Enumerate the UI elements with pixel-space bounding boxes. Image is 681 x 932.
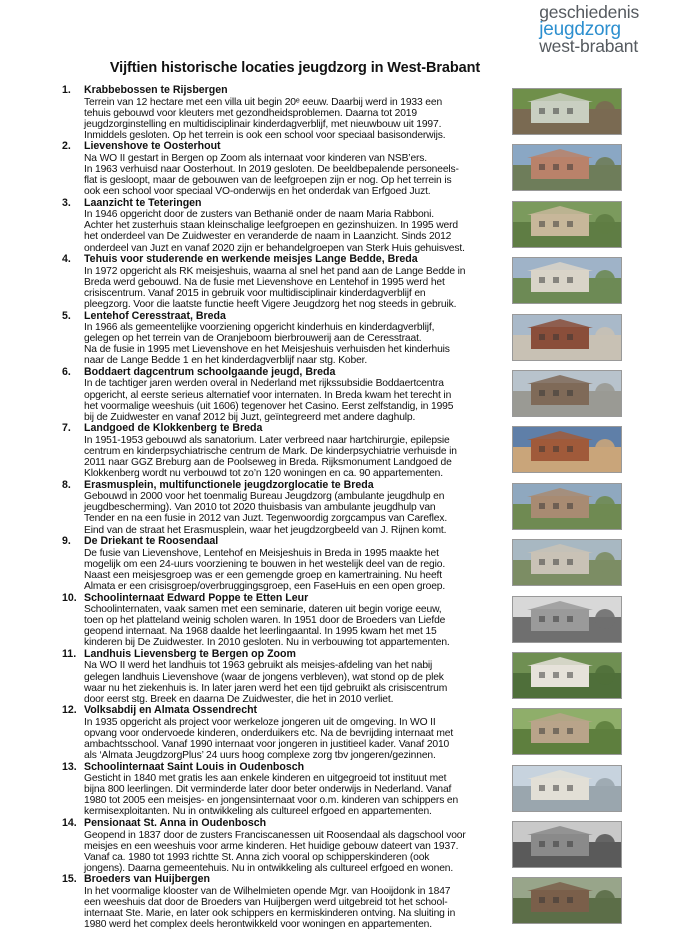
location-entry xyxy=(62,198,502,254)
location-description-line: jeugdzorginstelling en multidisciplinair kinderdagverblijf, met nieuwbouw uit 1997. xyxy=(84,118,442,130)
location-number: 1. xyxy=(62,85,71,96)
location-description-line: onderdeel van Juzt en vanaf 2020 zijn er behandelgroepen van Sterk Huis gehuisvest. xyxy=(84,242,465,254)
location-entry xyxy=(62,254,502,310)
page-title: Vijftien historische locaties jeugdzorg in West-Brabant xyxy=(109,60,481,76)
location-description-line: Klokkenberg wordt nu verbouwd tot zo’n 120 woningen en ca. 90 appartementen. xyxy=(84,468,443,480)
location-heading xyxy=(62,367,502,379)
location-number: 2. xyxy=(62,141,71,153)
location-photo xyxy=(512,201,622,248)
location-description-line: Inmiddels gesloten. Op het terrein is ook een school voor speciaal basisonderwijs. xyxy=(84,129,446,141)
location-entry xyxy=(62,423,502,479)
location-number: 8. xyxy=(62,479,71,491)
location-description-line: Almata er een crisisgroep/overbruggingsgroep, een FaseHuis en een open groep. xyxy=(84,580,446,592)
location-description-line: In 1972 opgericht als RK meisjeshuis, waarna al snel het pand aan de Lange Bedde in xyxy=(84,265,466,277)
location-description-line: Na WO II gestart in Bergen op Zoom als internaat voor kinderen van NSB’ers. xyxy=(84,152,428,164)
location-name: Schoolinternaat Edward Poppe te Etten Leur xyxy=(84,592,309,604)
location-description-line: waar nu het ziekenhuis is. In later jaren werd het een tijd gebruikt als crisiscentrum xyxy=(84,682,448,694)
location-photo xyxy=(512,314,622,361)
location-description-line: tehuis gebouwd voor kleuters met gezondheidsproblemen. Daarna tot 2019 xyxy=(84,107,417,119)
location-entry xyxy=(62,818,502,874)
location-name: Tehuis voor studerende en werkende meisjes Lange Bedde, Breda xyxy=(84,254,418,266)
location-description-line: naar de Lange Bedde 1 en het kinderdagverblijf naar stg. Kober. xyxy=(84,355,368,367)
location-description-line: kinderen bij De Zuidwester. In 2010 gesloten. Nu in verbouwing tot appartementen. xyxy=(84,637,450,649)
location-description-line: jongens). Daarna gemeentehuis. Nu in ontwikkeling als cultureel erfgoed en wonen. xyxy=(84,862,454,874)
location-photo xyxy=(512,483,622,530)
location-name: Pensionaat St. Anna in Oudenbosch xyxy=(84,818,267,830)
location-entry xyxy=(62,480,502,536)
location-photo xyxy=(512,539,622,586)
location-description-line: als ‘Almata JeugdzorgPlus’ 24 uurs hoog complexe zorg tbv jongeren/gezinnen. xyxy=(84,750,436,762)
location-description-line: Geopend in 1837 door de zusters Franciscanessen uit Roosendaal als dagschool voor xyxy=(84,829,466,841)
site-logo xyxy=(539,4,639,55)
location-photo xyxy=(512,370,622,417)
location-description-line: 1980 tot 2005 een meisjes- en jongensinternaat voor o.m. kinderen van schippers en xyxy=(84,795,459,807)
location-entry xyxy=(62,85,502,141)
location-name: Krabbebossen te Rijsbergen xyxy=(84,85,228,96)
location-photo xyxy=(512,877,622,924)
location-description-line: Terrein van 12 hectare met een villa uit begin 20ᵉ eeuw. Daarbij werd in 1933 een xyxy=(84,96,443,108)
location-number: 6. xyxy=(62,366,71,378)
location-description-line: 2011 naar GGZ Breburg aan de Poolseweg in Breda. Rijksmonument Landgoed de xyxy=(84,457,452,469)
location-description-line: geopend internaat. Na 1968 daalde het leerlingaantal. In 1995 kwam het met 15 xyxy=(84,626,437,638)
location-description-line: jeugdbescherming). Van 2010 tot 2020 thuisbasis van ambulante jeugdhulp van xyxy=(84,502,436,514)
location-description-line: opvang voor ondervoede kinderen, onderduikers etc. Na de bevrijding internaat met xyxy=(84,727,454,739)
location-name: Lentehof Ceresstraat, Breda xyxy=(84,310,226,322)
location-entry xyxy=(62,874,502,930)
location-description-line: In het voormalige klooster van de Wilhelmieten opende Mgr. van Hooijdonk in 1847 xyxy=(84,885,451,897)
location-description-line: 1980 werd het complex deels herontwikkeld voor woningen en appartementen. xyxy=(84,919,432,931)
location-number: 12. xyxy=(62,705,77,717)
location-description-line: bij de Zuidwester en vanaf 2012 bij Juzt, geïntegreerd met andere daghulp. xyxy=(84,411,416,423)
location-description-line: door eerst stg. Breek en daarna De Zuidwester, die het in 2010 verliet. xyxy=(84,693,394,705)
location-name: Broeders van Huijbergen xyxy=(84,874,210,886)
location-heading xyxy=(62,649,502,661)
location-description-line: Eind van de straat het Erasmusplein, waar het jeugdzorgbeeld van J. Rijnen komt. xyxy=(84,524,447,536)
location-number: 7. xyxy=(62,423,71,435)
location-photo xyxy=(512,708,622,755)
location-heading xyxy=(62,254,502,266)
location-description-line: In 1951-1953 gebouwd als sanatorium. Later verbreed naar hartchirurgie, epilepsie xyxy=(84,434,450,446)
location-description-line: pleegzorg. Voor die laatste functie heeft Vigere Jeugdzorg het nog steeds in gebruik. xyxy=(84,298,457,310)
location-heading xyxy=(62,141,502,153)
location-entry xyxy=(62,536,502,592)
location-name: Schoolinternaat Saint Louis in Oudenbosch xyxy=(84,761,305,773)
location-heading xyxy=(62,480,502,492)
location-name: Landgoed de Klokkenberg te Breda xyxy=(84,423,263,435)
location-description-line: Naast een meisjesgroep was er een gemengde groep en kamertraining. Nu heeft xyxy=(84,569,442,581)
location-description-line: In 1963 verhuisd naar Oosterhout. In 2019 gesloten. De beeldbepalende personeels- xyxy=(84,163,459,175)
location-description-line: flat is gesloopt, maar de gebouwen van de leefgroepen zijn er nog. Op het terrein is xyxy=(84,175,452,187)
location-photo xyxy=(512,144,622,191)
location-photo xyxy=(512,88,622,135)
location-number: 3. xyxy=(62,197,71,209)
location-description-line: Na WO II werd het landhuis tot 1963 gebruikt als meisjes-afdeling van het nabij xyxy=(84,660,433,672)
location-name: Volksabdij en Almata Ossendrecht xyxy=(84,705,258,717)
photo-column xyxy=(510,86,625,932)
location-heading xyxy=(62,536,502,548)
location-description-line: In 1946 opgericht door de zusters van Bethanië onder de naam Maria Rabboni. xyxy=(84,209,434,221)
logo-line-1: geschiedenis xyxy=(539,2,639,22)
location-description-line: kermisexploitanten. Nu in ontwikkeling als cultureel erfgoed en appartementen. xyxy=(84,806,432,818)
location-name: De Driekant te Roosendaal xyxy=(84,536,219,548)
location-photo xyxy=(512,765,622,812)
location-photo xyxy=(512,257,622,304)
location-description-line: het voormalige weeshuis (uit 1606) tegenover het Casino. Eerst zelfstandig, in 1995 xyxy=(84,400,454,412)
location-description-line: Achter het zusterhuis staan kleinschalige leefgroepen en gezinshuizen. In 1995 werd xyxy=(84,220,458,232)
location-description-line: ook een school voor speciaal VO-onderwijs en het onderdak van Erfgoed Juzt. xyxy=(84,186,431,198)
location-heading xyxy=(62,705,502,717)
location-description-line: In 1935 opgericht als project voor werkeloze jongeren uit de omgeving. In WO II xyxy=(84,716,436,728)
location-description-line: toen op het platteland weinig scholen waren. In 1951 door de Broeders van Liefde xyxy=(84,615,446,627)
location-photo xyxy=(512,821,622,868)
location-heading xyxy=(62,762,502,774)
location-heading xyxy=(62,423,502,435)
location-number: 13. xyxy=(62,761,77,773)
location-name: Lievenshove te Oosterhout xyxy=(84,141,221,153)
location-number: 14. xyxy=(62,818,77,830)
location-photo xyxy=(512,426,622,473)
location-description-line: het onderdeel van De Zuidwester en veranderde de naam in Laanzicht. Sinds 2012 xyxy=(84,231,452,243)
logo-line-3: west-brabant xyxy=(539,36,638,56)
location-name: Boddaert dagcentrum schoolgaande jeugd, Breda xyxy=(84,366,336,378)
location-number: 15. xyxy=(62,874,77,886)
location-heading xyxy=(62,85,502,97)
location-number: 10. xyxy=(62,592,77,604)
location-name: Landhuis Lievensberg te Bergen op Zoom xyxy=(84,648,296,660)
location-description-line: crisiscentrum. Vanaf 2015 in gebruik voor multidisciplinair kinderdagverblijf en xyxy=(84,287,426,299)
location-description-line: Gebouwd in 2000 voor het toenmalig Bureau Jeugdzorg (ambulante jeugdhulp en xyxy=(84,491,445,503)
location-description-line: mogelijk om een 24-uurs voorziening te bouwen in het westelijk deel van de regio. xyxy=(84,558,446,570)
location-number: 5. xyxy=(62,310,71,322)
location-description-line: In de tachtiger jaren werden overal in Nederland met rijkssubsidie Boddaertcentra xyxy=(84,378,444,390)
location-number: 4. xyxy=(62,254,71,266)
location-entry xyxy=(62,141,502,197)
location-description-line: Breda werd gebouwd. Na de fusie met Lievenshove en Lentehof in 1995 werd het xyxy=(84,276,445,288)
location-entry xyxy=(62,593,502,649)
logo-line-2: jeugdzorg xyxy=(539,19,621,40)
location-list xyxy=(62,85,502,931)
location-number: 11. xyxy=(62,648,77,660)
location-description-line: meisjes en een weeshuis voor arme kinderen. Het huidige gebouw dateert van 1937. xyxy=(84,840,459,852)
location-description-line: Na de fusie in 1995 met Lievenshove en het Meisjeshuis verhuisden het kinderhuis xyxy=(84,344,450,356)
location-description-line: internaat Ste. Marie, en later ook schippers en kermiskinderen ontving. Na sluiting in xyxy=(84,908,456,920)
location-photo xyxy=(512,596,622,643)
location-description-line: bijna 800 leerlingen. Dit verminderde later door beter onderwijs in Nederland. Vanaf xyxy=(84,784,452,796)
location-entry xyxy=(62,649,502,705)
location-name: Laanzicht te Teteringen xyxy=(84,197,202,209)
location-heading xyxy=(62,198,502,210)
location-number: 9. xyxy=(62,536,71,548)
location-heading xyxy=(62,593,502,605)
location-description-line: Vanaf ca. 1980 tot 1993 richtte St. Anna zich vooral op schipperskinderen (ook xyxy=(84,851,430,863)
location-entry xyxy=(62,762,502,818)
location-description-line: centrum en kinderpsychiatrische centrum de Mark. De kinderpsychiatrie verhuisde in xyxy=(84,445,457,457)
location-description-line: een weeshuis dat door de Broeders van Huijbergen werd uitgebreid tot het school- xyxy=(84,897,448,909)
location-description-line: De fusie van Lievenshove, Lentehof en Meisjeshuis in Breda in 1995 maakte het xyxy=(84,547,439,559)
location-entry xyxy=(62,367,502,423)
location-description-line: gelegen op het terrein van de Oranjeboom bierbrouwerij aan de Ceresstraat. xyxy=(84,333,422,345)
location-name: Erasmusplein, multifunctionele jeugdzorglocatie te Breda xyxy=(84,479,374,491)
location-description-line: Tender en na een fusie in 2012 van Juzt. Tegenwoordig zorgcampus van Careflex. xyxy=(84,513,448,525)
location-photo xyxy=(512,652,622,699)
location-heading xyxy=(62,311,502,323)
location-entry xyxy=(62,311,502,367)
location-description-line: opgericht, al eerste seriеus alternatief voor internaten. In Breda kwam het terecht in xyxy=(84,389,452,401)
location-description-line: Gesticht in 1840 met gratis les aan enkele kinderen en uitgegroeid tot instituut met xyxy=(84,773,447,785)
location-description-line: Schoolinternaten, vaak samen met een seminarie, dateren uit begin vorige eeuw, xyxy=(84,604,442,616)
location-heading xyxy=(62,818,502,830)
location-description-line: gelegen landhuis Lievenshove (waar de jongens verbleven), wat stond op de plek xyxy=(84,671,444,683)
location-description-line: In 1966 als gemeentelijke voorziening opgericht kinderhuis en kinderdagverblijf, xyxy=(84,322,435,334)
location-heading xyxy=(62,874,502,886)
location-description-line: ambachtsschool. Vanaf 1990 internaat voor jongeren in justitieel kader. Vanaf 2010 xyxy=(84,738,450,750)
location-entry xyxy=(62,705,502,761)
